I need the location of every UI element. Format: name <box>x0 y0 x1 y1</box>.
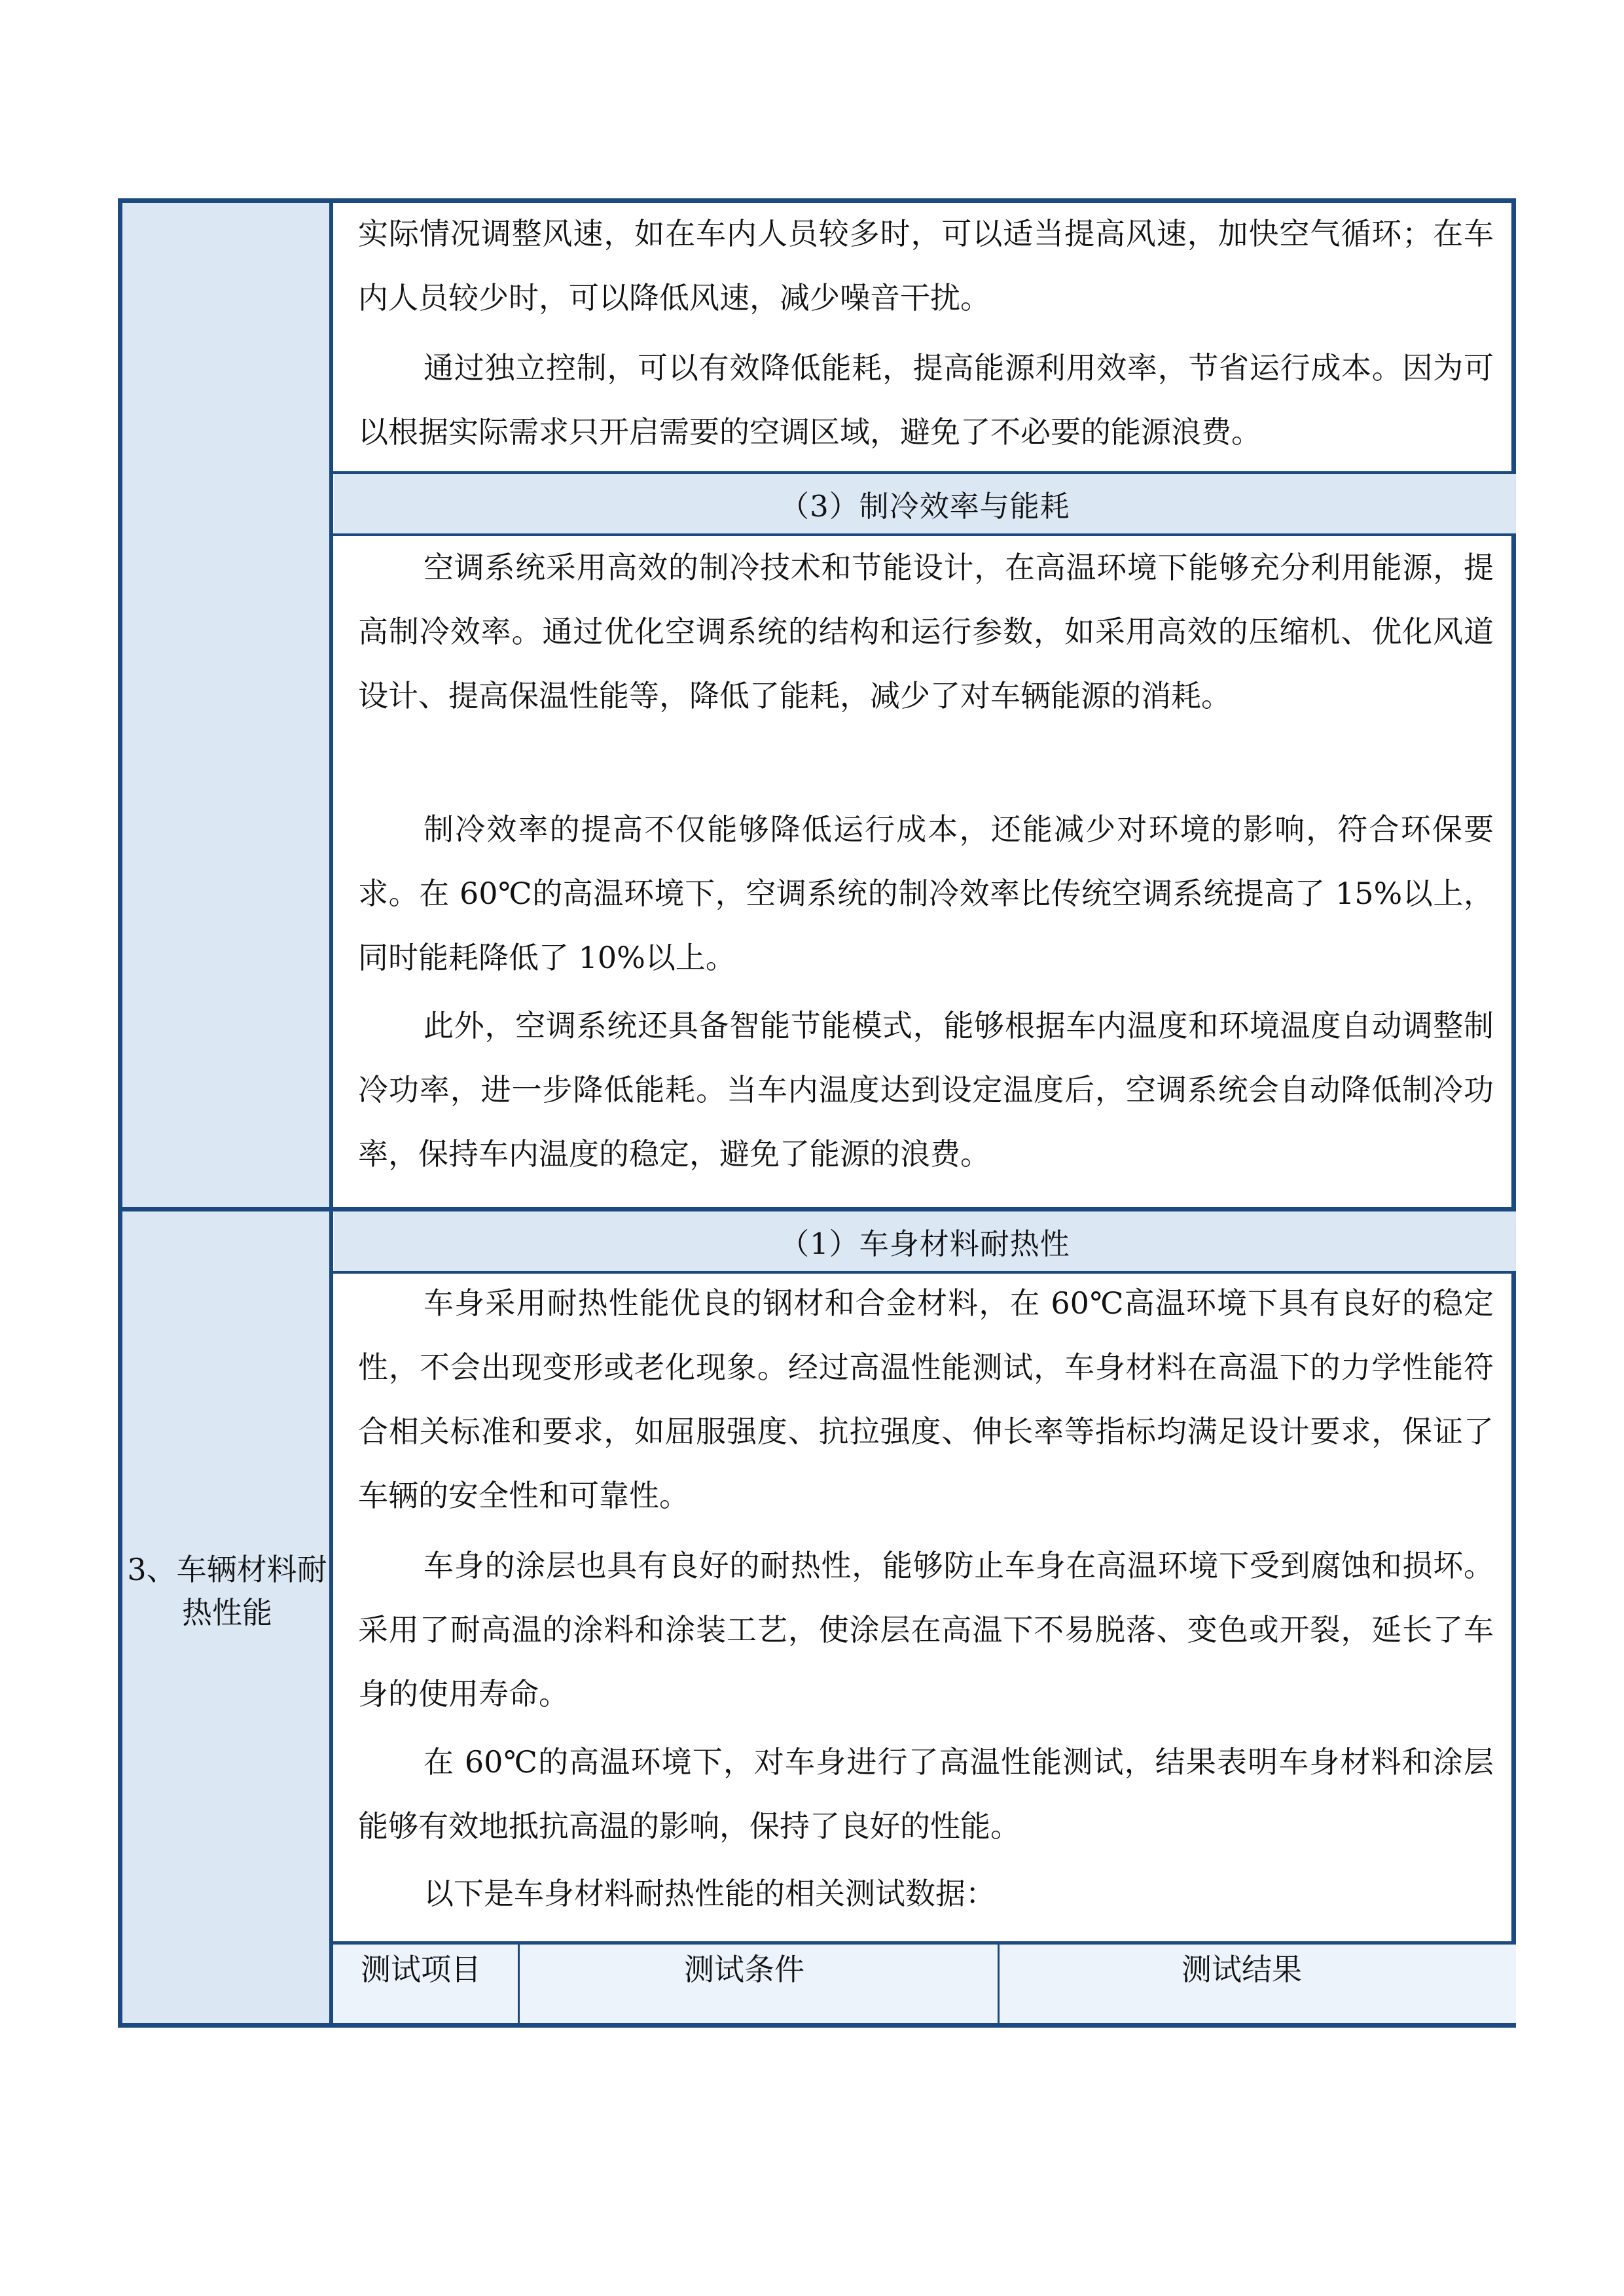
paragraph: 车身采用耐热性能优良的钢材和合金材料，在 60℃高温环境下具有良好的稳定性，不会出现变形或老化现象。经过高温性能测试，车身材料在高温下的力学性能符合相关标准和要求，如屈服强度、抗拉强度、伸长率等指标均满足设计要求，保证了车辆的安全性和可靠性。 <box>358 1285 1494 1513</box>
paragraph: 制冷效率的提高不仅能够降低运行成本，还能减少对环境的影响，符合环保要求。在 60℃的高温环境下，空调系统的制冷效率比传统空调系统提高了 15%以上，同时能耗降低了 10%以上。 <box>358 812 1494 975</box>
section-header-material: （1）车身材料耐热性 <box>334 1211 1516 1271</box>
paragraph: 通过独立控制，可以有效降低能耗，提高能源利用效率，节省运行成本。因为可以根据实际需求只开启需要的空调区域，避免了不必要的能源浪费。 <box>358 350 1494 450</box>
row-label-material: 3、车辆材料耐热性能 <box>127 1552 327 1630</box>
sub-table-divider <box>518 1945 520 2023</box>
paragraph: 此外，空调系统还具备智能节能模式，能够根据车内温度和环境温度自动调整制冷功率，进一步降低能耗。当车内温度达到设定温度后，空调系统会自动降低制冷功率，保持车内温度的稳定，避免了能源的浪费。 <box>358 1008 1494 1172</box>
column-divider <box>329 203 333 2023</box>
paragraph: 以下是车身材料耐热性能的相关测试数据： <box>424 1876 996 1911</box>
row-divider-major <box>122 1207 1516 1211</box>
sub-table-divider <box>998 1945 1000 2023</box>
paragraph: 车身的涂层也具有良好的耐热性，能够防止车身在高温环境下受到腐蚀和损坏。采用了耐高温的涂料和涂装工艺，使涂层在高温下不易脱落、变色或开裂，延长了车身的使用寿命。 <box>358 1548 1494 1712</box>
table-header-test-item: 测试项目 <box>361 1952 481 1987</box>
table-header-test-condition: 测试条件 <box>684 1952 804 1987</box>
left-column-cell-material <box>122 1211 332 2023</box>
paragraph: 空调系统采用高效的制冷技术和节能设计，在高温环境下能够充分利用能源，提高制冷效率。通过优化空调系统的结构和运行参数，如采用高效的压缩机、优化风道设计、提高保温性能等，降低了能耗，减少了对车辆能源的消耗。 <box>358 550 1494 713</box>
content-table <box>118 198 1516 2028</box>
left-column-cell-top <box>122 203 332 1207</box>
table-header-test-result: 测试结果 <box>1182 1952 1302 1987</box>
section-header-cooling: （3）制冷效率与能耗 <box>334 474 1516 533</box>
paragraph: 实际情况调整风速，如在车内人员较多时，可以适当提高风速，加快空气循环；在车内人员较少时，可以降低风速，减少噪音干扰。 <box>358 216 1494 315</box>
paragraph: 在 60℃的高温环境下，对车身进行了高温性能测试，结果表明车身材料和涂层能够有效地抵抗高温的影响，保持了良好的性能。 <box>358 1744 1494 1844</box>
sub-table-header-row <box>333 1945 1516 2023</box>
